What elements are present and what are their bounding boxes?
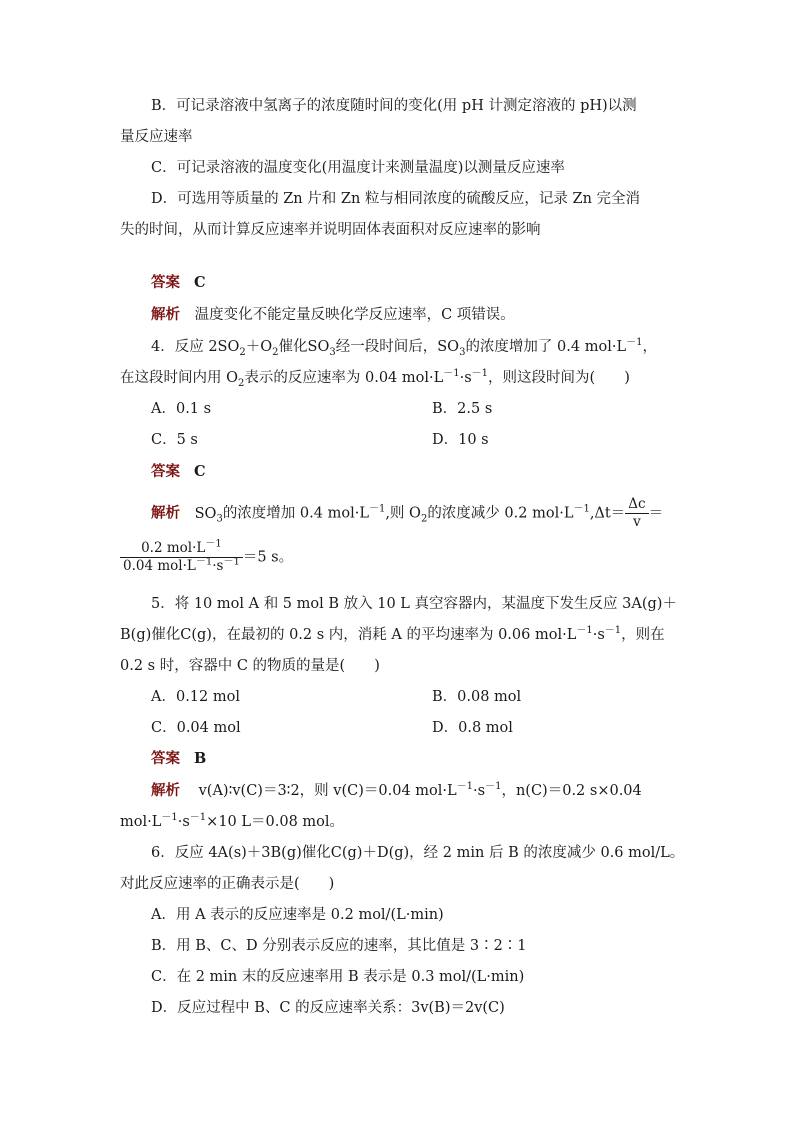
- q5-option-c: C．0.04 mol: [151, 720, 241, 736]
- reaction-arrow: 催化: [301, 845, 331, 861]
- q3-option-b-line1: B．可记录溶液中氢离子的浓度随时间的变化(用 pH 计测定溶液的 pH)以测: [151, 98, 637, 114]
- q5-answer: [151, 749, 206, 769]
- explanation-label: 解析: [151, 782, 180, 799]
- q4-option-d: D．10 s: [432, 432, 489, 448]
- q6-stem-line2: 对此反应速率的正确表示是( ): [120, 876, 335, 892]
- q5-stem-line1: 5．将 10 mol A 和 5 mol B 放入 10 L 真空容器内，某温度下发生反应 3A(g)＋: [151, 596, 677, 612]
- q6-option-b: B．用 B、C、D 分别表示反应的速率，其比值是 3∶2∶1: [151, 938, 527, 954]
- q6-option-d: D．反应过程中 B、C 的反应速率关系：3v(B)＝2v(C): [151, 1000, 505, 1016]
- q6-stem-line1: 6．反应 4A(s)＋3B(g)催化C(g)＋D(g)，经 2 min 后 B 的浓度减少 0.6 mol/L。: [151, 845, 685, 861]
- reaction-arrow: 催化: [278, 339, 308, 355]
- q4-option-a: A．0.1 s: [151, 401, 212, 417]
- q4-option-b: B．2.5 s: [432, 401, 493, 417]
- q3-option-d-line1: D．可选用等质量的 Zn 片和 Zn 粒与相同浓度的硫酸反应，记录 Zn 完全消: [151, 191, 641, 207]
- q3-explanation: [151, 305, 515, 325]
- answer-label: 答案: [151, 274, 180, 291]
- answer-label: 答案: [151, 463, 180, 480]
- q6-option-a: A．用 A 表示的反应速率是 0.2 mol/(L·min): [151, 907, 444, 923]
- q3-option-d-line2: 失的时间，从而计算反应速率并说明固体表面积对反应速率的影响: [120, 222, 541, 238]
- q5-explanation-line1: 解析 v(A)∶v(C)＝3∶2，则 v(C)＝0.04 $mol\cdot L^{-1}\cdot s^{-1}$，n(C)＝0.2 s×0.04: [151, 781, 642, 799]
- q4-explanation-line1: 解析 $SO_3$的浓度增加 0.4 $mol\cdot L^{-1}$,则 $O_2$的浓度减少 0.2 $mol\cdot L^{-1},\Delta t=$ $\frac{\Delta c}{v}$ ＝: [151, 496, 664, 530]
- answer-value: B: [194, 750, 207, 767]
- q4-explanation-line2: $\frac{0.2 mol\cdot L^{-1}}{0.04 mol\cdot L^{-1}\cdot s^{-1}}$ ＝5 s。: [120, 540, 293, 575]
- fraction-dc-over-v: $\frac{\Delta c}{v}$: [625, 496, 648, 531]
- q4-option-c: C．5 s: [151, 432, 198, 448]
- q5-option-b: B．0.08 mol: [432, 689, 522, 705]
- explanation-text: 温度变化不能定量反映化学反应速率，C 项错误。: [194, 307, 515, 323]
- q3-option-c: C．可记录溶液的温度变化(用温度计来测量温度)以测量反应速率: [151, 160, 565, 176]
- q4-answer: [151, 462, 206, 482]
- q5-option-a: A．0.12 mol: [151, 689, 240, 705]
- q5-stem-line2: B(g)催化C(g)，在最初的 0.2 s 内，消耗 A 的平均速率为 0.06 $mol\cdot L^{-1}\cdot s^{-1}$，则在: [120, 625, 665, 643]
- q4-stem-line1: 4．反应 $2SO_2+O_2$催化$SO_3$经一段时间后，$SO_3$的浓度增加了 0.4 $mol\cdot L^{-1}$，: [151, 337, 657, 358]
- reaction-arrow: 催化: [151, 627, 181, 643]
- explanation-label: 解析: [151, 504, 180, 522]
- answer-label: 答案: [151, 750, 180, 767]
- q4-stem-line2: 在这段时间内用 $O_2$表示的反应速率为 0.04 $mol\cdot L^{-1}\cdot s^{-1}$，则这段时间为( ): [120, 368, 630, 389]
- q3-option-b-line2: 量反应速率: [120, 129, 193, 145]
- q5-stem-line3: 0.2 s 时，容器中 C 的物质的量是( ): [120, 658, 380, 674]
- q3-answer: [151, 273, 206, 293]
- explanation-label: 解析: [151, 306, 180, 323]
- answer-value: C: [194, 463, 206, 480]
- answer-value: C: [194, 274, 206, 291]
- q5-explanation-line2: $mol\cdot L^{-1}\cdot s^{-1}\times 10$ L＝0.08 mol。: [120, 812, 345, 830]
- fraction-time-calc: $\frac{0.2 mol\cdot L^{-1}}{0.04 mol\cdot L^{-1}\cdot s^{-1}}$: [120, 540, 243, 575]
- q6-option-c: C．在 2 min 末的反应速率用 B 表示是 0.3 mol/(L·min): [151, 969, 525, 985]
- q5-option-d: D．0.8 mol: [432, 720, 513, 736]
